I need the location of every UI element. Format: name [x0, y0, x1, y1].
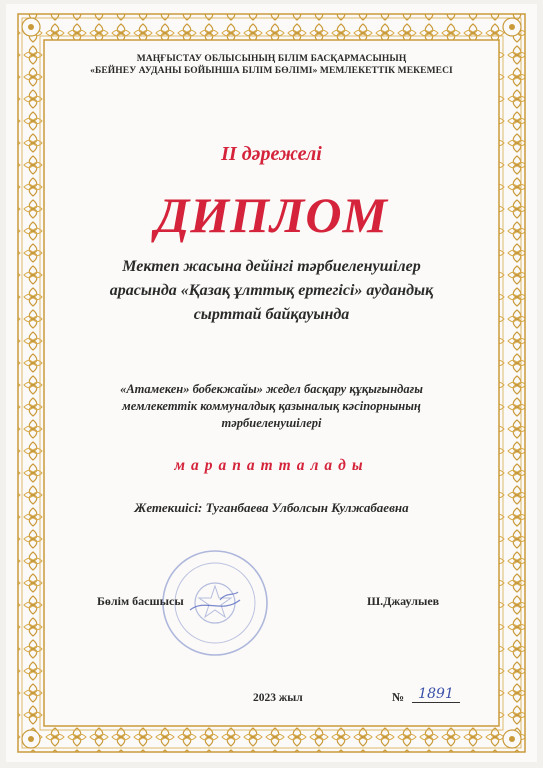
diploma-title: ДИПЛОМ [155, 187, 388, 243]
signature-title: Бөлім басшысы [97, 594, 184, 608]
contest-line-2: арасында «Қазақ ұлттық ертегісі» аудандық [109, 282, 434, 299]
contest-line-1: Мектеп жасына дейінгі тәрбиеленушілер [122, 258, 421, 275]
diploma-degree: II дәрежелі [221, 143, 322, 165]
header-line-2: «БЕЙНЕУ АУДАНЫ БОЙЫНША БІЛІМ БӨЛІМІ» МЕМЛЕКЕТТІК МЕКЕМЕСІ [90, 66, 453, 76]
awarded-text: марапатталады [174, 457, 369, 474]
diploma-number-value: 1891 [412, 686, 460, 703]
leader-line: Жетекшісі: Туганбаева Улболсын Кулжабаевна [134, 500, 409, 515]
signature-name: Ш.Джаулыев [367, 594, 440, 608]
organization-line-3: тәрбиеленушілері [221, 416, 322, 430]
footer-year: 2023 жыл [253, 692, 303, 704]
organization-line-2: мемлекеттік коммуналдық қазыналық кәсіпорнының [122, 399, 421, 413]
contest-line-3: сырттай байқауында [193, 306, 350, 323]
organization-line-1: «Атамекен» бобекжайы» жедел басқару құқығындағы [120, 382, 423, 396]
diploma-number-label: № [392, 690, 405, 704]
header-line-1: МАҢҒЫСТАУ ОБЛЫСЫНЫҢ БІЛІМ БАСҚАРМАСЫНЫҢ [136, 54, 407, 64]
